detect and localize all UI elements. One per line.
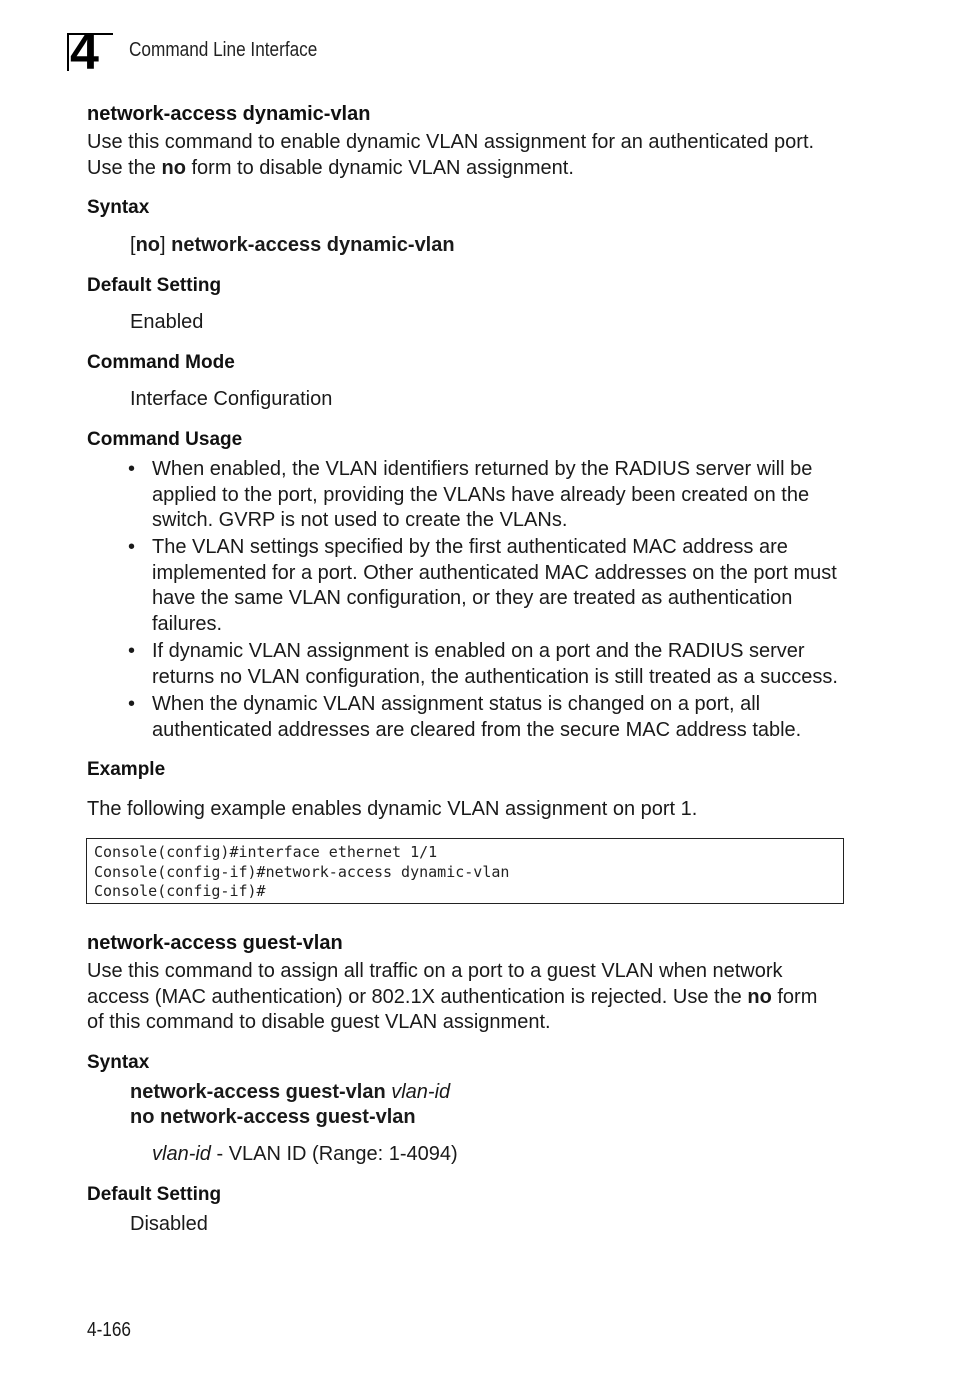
code-example-block	[86, 838, 844, 904]
bullet-marker: •	[128, 640, 136, 662]
syntax-line: no network-access guest-vlan	[130, 1106, 416, 1128]
code-line: Console(config)#interface ethernet 1/1	[94, 843, 438, 861]
section-title-guest-vlan: network-access guest-vlan	[87, 932, 343, 954]
parameter-description: vlan-id - VLAN ID (Range: 1-4094)	[152, 1143, 458, 1165]
command-mode-heading: Command Mode	[87, 352, 235, 373]
code-line: Console(config-if)#	[94, 882, 266, 900]
list-item: When the dynamic VLAN assignment status is changed on a port, all authenticated addresses are cleared from the secure MAC address table.	[152, 693, 802, 741]
bullet-marker: •	[128, 536, 136, 558]
syntax-line: network-access guest-vlan vlan-id	[130, 1081, 451, 1103]
page-number: 4-166	[87, 1319, 131, 1341]
default-setting-value: Disabled	[130, 1213, 208, 1235]
section-description: Use this command to assign all traffic on a port to a guest VLAN when network access (MAC authentication) or 802.1X authentication is rejected. Use the no form of this command to disable guest VLAN assignment.	[87, 960, 818, 1033]
code-line: Console(config-if)#network-access dynamic-vlan	[94, 862, 510, 881]
list-item: The VLAN settings specified by the first authenticated MAC address are implemented for a port. Other authenticated MAC addresses on the port must have the same VLAN configuration, or they are treated as authentication failures.	[152, 536, 837, 635]
syntax-heading: Syntax	[87, 197, 150, 218]
syntax-line: [no] network-access dynamic-vlan	[130, 234, 455, 256]
bullet-marker: •	[128, 458, 136, 480]
running-header: Command Line Interface	[129, 39, 318, 61]
chapter-number: 4	[70, 23, 97, 81]
section-description: Use this command to enable dynamic VLAN assignment for an authenticated port. Use the no form to disable dynamic VLAN assignment.	[87, 131, 815, 179]
list-item: When enabled, the VLAN identifiers returned by the RADIUS server will be applied to the port, providing the VLANs have already been created on the switch. GVRP is not used to create the VLANs.	[152, 458, 813, 531]
default-setting-heading: Default Setting	[87, 1184, 222, 1205]
example-description: The following example enables dynamic VLAN assignment on port 1.	[87, 798, 698, 820]
default-setting-heading: Default Setting	[87, 275, 222, 296]
list-item: If dynamic VLAN assignment is enabled on a port and the RADIUS server returns no VLAN configuration, the authentication is still treated as a success.	[152, 640, 838, 688]
syntax-heading: Syntax	[87, 1052, 150, 1073]
default-setting-value: Enabled	[130, 311, 204, 333]
example-heading: Example	[87, 759, 166, 780]
section-title-dynamic-vlan: network-access dynamic-vlan	[87, 103, 371, 125]
command-usage-heading: Command Usage	[87, 429, 243, 450]
bullet-marker: •	[128, 693, 136, 715]
command-mode-value: Interface Configuration	[130, 388, 333, 410]
